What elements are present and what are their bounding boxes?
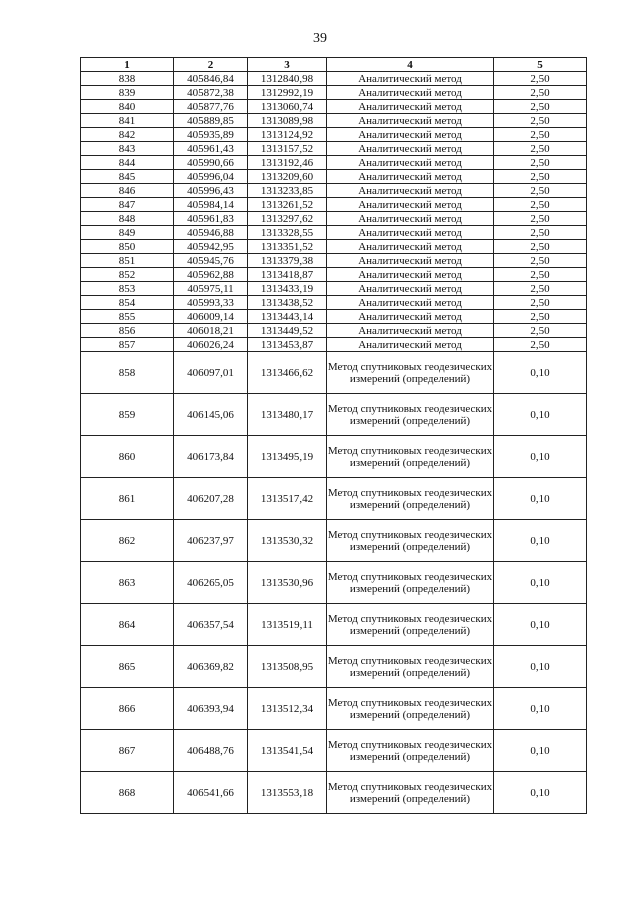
y-coordinate-cell: 1313379,38 bbox=[248, 254, 327, 268]
point-number-cell: 867 bbox=[81, 730, 174, 772]
accuracy-cell: 2,50 bbox=[494, 212, 587, 226]
accuracy-cell: 2,50 bbox=[494, 240, 587, 254]
accuracy-cell: 2,50 bbox=[494, 254, 587, 268]
accuracy-cell: 2,50 bbox=[494, 100, 587, 114]
accuracy-cell: 2,50 bbox=[494, 170, 587, 184]
y-coordinate-cell: 1313192,46 bbox=[248, 156, 327, 170]
method-cell: Аналитический метод bbox=[327, 184, 494, 198]
y-coordinate-cell: 1313480,17 bbox=[248, 394, 327, 436]
x-coordinate-cell: 405993,33 bbox=[174, 296, 248, 310]
table-row bbox=[81, 772, 587, 814]
method-cell: Метод спутниковых геодезических измерений (определений) bbox=[327, 688, 494, 730]
x-coordinate-cell: 405846,84 bbox=[174, 72, 248, 86]
point-number-cell: 860 bbox=[81, 436, 174, 478]
x-coordinate-cell: 405877,76 bbox=[174, 100, 248, 114]
y-coordinate-cell: 1313553,18 bbox=[248, 772, 327, 814]
x-coordinate-cell: 405889,85 bbox=[174, 114, 248, 128]
method-cell: Аналитический метод bbox=[327, 324, 494, 338]
table-body bbox=[81, 72, 587, 814]
y-coordinate-cell: 1313089,98 bbox=[248, 114, 327, 128]
method-cell: Аналитический метод bbox=[327, 338, 494, 352]
y-coordinate-cell: 1313233,85 bbox=[248, 184, 327, 198]
y-coordinate-cell: 1313519,11 bbox=[248, 604, 327, 646]
x-coordinate-cell: 406145,06 bbox=[174, 394, 248, 436]
table-row bbox=[81, 646, 587, 688]
x-coordinate-cell: 406237,97 bbox=[174, 520, 248, 562]
y-coordinate-cell: 1313433,19 bbox=[248, 282, 327, 296]
point-number-cell: 850 bbox=[81, 240, 174, 254]
table-row bbox=[81, 324, 587, 338]
table-row bbox=[81, 562, 587, 604]
method-cell: Метод спутниковых геодезических измерений (определений) bbox=[327, 478, 494, 520]
method-cell: Метод спутниковых геодезических измерений (определений) bbox=[327, 730, 494, 772]
point-number-cell: 841 bbox=[81, 114, 174, 128]
x-coordinate-cell: 406173,84 bbox=[174, 436, 248, 478]
accuracy-cell: 2,50 bbox=[494, 226, 587, 240]
accuracy-cell: 2,50 bbox=[494, 86, 587, 100]
accuracy-cell: 2,50 bbox=[494, 338, 587, 352]
table-row bbox=[81, 478, 587, 520]
method-cell: Метод спутниковых геодезических измерений (определений) bbox=[327, 604, 494, 646]
table-row bbox=[81, 282, 587, 296]
y-coordinate-cell: 1313328,55 bbox=[248, 226, 327, 240]
table-row bbox=[81, 72, 587, 86]
table-row bbox=[81, 212, 587, 226]
x-coordinate-cell: 406369,82 bbox=[174, 646, 248, 688]
x-coordinate-cell: 406018,21 bbox=[174, 324, 248, 338]
table-row bbox=[81, 268, 587, 282]
table-row bbox=[81, 198, 587, 212]
method-cell: Аналитический метод bbox=[327, 240, 494, 254]
x-coordinate-cell: 405935,89 bbox=[174, 128, 248, 142]
point-number-cell: 838 bbox=[81, 72, 174, 86]
x-coordinate-cell: 405962,88 bbox=[174, 268, 248, 282]
x-coordinate-cell: 406097,01 bbox=[174, 352, 248, 394]
accuracy-cell: 0,10 bbox=[494, 562, 587, 604]
accuracy-cell: 0,10 bbox=[494, 352, 587, 394]
accuracy-cell: 2,50 bbox=[494, 324, 587, 338]
point-number-cell: 848 bbox=[81, 212, 174, 226]
column-header-4: 4 bbox=[327, 58, 494, 72]
method-cell: Метод спутниковых геодезических измерений (определений) bbox=[327, 772, 494, 814]
table-row bbox=[81, 310, 587, 324]
point-number-cell: 846 bbox=[81, 184, 174, 198]
point-number-cell: 840 bbox=[81, 100, 174, 114]
table-row bbox=[81, 142, 587, 156]
accuracy-cell: 0,10 bbox=[494, 688, 587, 730]
point-number-cell: 868 bbox=[81, 772, 174, 814]
point-number-cell: 865 bbox=[81, 646, 174, 688]
y-coordinate-cell: 1313157,52 bbox=[248, 142, 327, 156]
point-number-cell: 856 bbox=[81, 324, 174, 338]
point-number-cell: 853 bbox=[81, 282, 174, 296]
table-row bbox=[81, 352, 587, 394]
x-coordinate-cell: 405961,43 bbox=[174, 142, 248, 156]
x-coordinate-cell: 405961,83 bbox=[174, 212, 248, 226]
x-coordinate-cell: 406541,66 bbox=[174, 772, 248, 814]
point-number-cell: 843 bbox=[81, 142, 174, 156]
point-number-cell: 864 bbox=[81, 604, 174, 646]
x-coordinate-cell: 405996,04 bbox=[174, 170, 248, 184]
method-cell: Аналитический метод bbox=[327, 198, 494, 212]
table-row bbox=[81, 296, 587, 310]
method-cell: Аналитический метод bbox=[327, 128, 494, 142]
accuracy-cell: 2,50 bbox=[494, 128, 587, 142]
accuracy-cell: 0,10 bbox=[494, 772, 587, 814]
y-coordinate-cell: 1313297,62 bbox=[248, 212, 327, 226]
accuracy-cell: 0,10 bbox=[494, 520, 587, 562]
point-number-cell: 861 bbox=[81, 478, 174, 520]
accuracy-cell: 2,50 bbox=[494, 72, 587, 86]
point-number-cell: 839 bbox=[81, 86, 174, 100]
accuracy-cell: 2,50 bbox=[494, 296, 587, 310]
point-number-cell: 866 bbox=[81, 688, 174, 730]
method-cell: Метод спутниковых геодезических измерений (определений) bbox=[327, 562, 494, 604]
point-number-cell: 851 bbox=[81, 254, 174, 268]
table-row bbox=[81, 394, 587, 436]
x-coordinate-cell: 406357,54 bbox=[174, 604, 248, 646]
table-row bbox=[81, 184, 587, 198]
x-coordinate-cell: 406026,24 bbox=[174, 338, 248, 352]
point-number-cell: 862 bbox=[81, 520, 174, 562]
method-cell: Аналитический метод bbox=[327, 86, 494, 100]
method-cell: Аналитический метод bbox=[327, 282, 494, 296]
y-coordinate-cell: 1313418,87 bbox=[248, 268, 327, 282]
table-row bbox=[81, 128, 587, 142]
x-coordinate-cell: 405942,95 bbox=[174, 240, 248, 254]
accuracy-cell: 2,50 bbox=[494, 142, 587, 156]
point-number-cell: 844 bbox=[81, 156, 174, 170]
x-coordinate-cell: 405984,14 bbox=[174, 198, 248, 212]
table-row bbox=[81, 156, 587, 170]
y-coordinate-cell: 1313495,19 bbox=[248, 436, 327, 478]
table-row bbox=[81, 520, 587, 562]
method-cell: Метод спутниковых геодезических измерений (определений) bbox=[327, 436, 494, 478]
point-number-cell: 849 bbox=[81, 226, 174, 240]
accuracy-cell: 2,50 bbox=[494, 282, 587, 296]
method-cell: Аналитический метод bbox=[327, 72, 494, 86]
point-number-cell: 845 bbox=[81, 170, 174, 184]
y-coordinate-cell: 1313517,42 bbox=[248, 478, 327, 520]
point-number-cell: 847 bbox=[81, 198, 174, 212]
y-coordinate-cell: 1313443,14 bbox=[248, 310, 327, 324]
y-coordinate-cell: 1313530,96 bbox=[248, 562, 327, 604]
table-row bbox=[81, 226, 587, 240]
y-coordinate-cell: 1313508,95 bbox=[248, 646, 327, 688]
method-cell: Аналитический метод bbox=[327, 310, 494, 324]
table-row bbox=[81, 240, 587, 254]
table-row bbox=[81, 100, 587, 114]
y-coordinate-cell: 1313512,34 bbox=[248, 688, 327, 730]
accuracy-cell: 2,50 bbox=[494, 268, 587, 282]
point-number-cell: 855 bbox=[81, 310, 174, 324]
method-cell: Аналитический метод bbox=[327, 212, 494, 226]
accuracy-cell: 2,50 bbox=[494, 114, 587, 128]
point-number-cell: 854 bbox=[81, 296, 174, 310]
accuracy-cell: 2,50 bbox=[494, 310, 587, 324]
point-number-cell: 842 bbox=[81, 128, 174, 142]
y-coordinate-cell: 1313438,52 bbox=[248, 296, 327, 310]
method-cell: Аналитический метод bbox=[327, 268, 494, 282]
y-coordinate-cell: 1312992,19 bbox=[248, 86, 327, 100]
y-coordinate-cell: 1313209,60 bbox=[248, 170, 327, 184]
accuracy-cell: 0,10 bbox=[494, 730, 587, 772]
table-row bbox=[81, 604, 587, 646]
table-row bbox=[81, 114, 587, 128]
y-coordinate-cell: 1313466,62 bbox=[248, 352, 327, 394]
accuracy-cell: 0,10 bbox=[494, 604, 587, 646]
table-row bbox=[81, 338, 587, 352]
column-header-5: 5 bbox=[494, 58, 587, 72]
accuracy-cell: 0,10 bbox=[494, 646, 587, 688]
table-row bbox=[81, 254, 587, 268]
method-cell: Аналитический метод bbox=[327, 114, 494, 128]
column-header-3: 3 bbox=[248, 58, 327, 72]
accuracy-cell: 0,10 bbox=[494, 394, 587, 436]
method-cell: Метод спутниковых геодезических измерений (определений) bbox=[327, 646, 494, 688]
method-cell: Аналитический метод bbox=[327, 170, 494, 184]
x-coordinate-cell: 406265,05 bbox=[174, 562, 248, 604]
y-coordinate-cell: 1313453,87 bbox=[248, 338, 327, 352]
x-coordinate-cell: 405990,66 bbox=[174, 156, 248, 170]
accuracy-cell: 2,50 bbox=[494, 156, 587, 170]
point-number-cell: 863 bbox=[81, 562, 174, 604]
table-row bbox=[81, 730, 587, 772]
point-number-cell: 858 bbox=[81, 352, 174, 394]
point-number-cell: 852 bbox=[81, 268, 174, 282]
accuracy-cell: 0,10 bbox=[494, 478, 587, 520]
x-coordinate-cell: 406393,94 bbox=[174, 688, 248, 730]
page-number: 39 bbox=[313, 31, 327, 46]
method-cell: Аналитический метод bbox=[327, 100, 494, 114]
x-coordinate-cell: 405946,88 bbox=[174, 226, 248, 240]
point-number-cell: 857 bbox=[81, 338, 174, 352]
column-header-1: 1 bbox=[81, 58, 174, 72]
accuracy-cell: 2,50 bbox=[494, 184, 587, 198]
accuracy-cell: 0,10 bbox=[494, 436, 587, 478]
x-coordinate-cell: 406009,14 bbox=[174, 310, 248, 324]
y-coordinate-cell: 1313124,92 bbox=[248, 128, 327, 142]
y-coordinate-cell: 1313449,52 bbox=[248, 324, 327, 338]
table-row bbox=[81, 688, 587, 730]
y-coordinate-cell: 1313060,74 bbox=[248, 100, 327, 114]
y-coordinate-cell: 1312840,98 bbox=[248, 72, 327, 86]
accuracy-cell: 2,50 bbox=[494, 198, 587, 212]
x-coordinate-cell: 405872,38 bbox=[174, 86, 248, 100]
method-cell: Метод спутниковых геодезических измерений (определений) bbox=[327, 520, 494, 562]
y-coordinate-cell: 1313261,52 bbox=[248, 198, 327, 212]
table-header-row bbox=[81, 58, 587, 72]
y-coordinate-cell: 1313541,54 bbox=[248, 730, 327, 772]
x-coordinate-cell: 405945,76 bbox=[174, 254, 248, 268]
x-coordinate-cell: 405975,11 bbox=[174, 282, 248, 296]
table-row bbox=[81, 170, 587, 184]
y-coordinate-cell: 1313530,32 bbox=[248, 520, 327, 562]
point-number-cell: 859 bbox=[81, 394, 174, 436]
coordinates-table bbox=[80, 57, 587, 814]
method-cell: Метод спутниковых геодезических измерений (определений) bbox=[327, 352, 494, 394]
method-cell: Метод спутниковых геодезических измерений (определений) bbox=[327, 394, 494, 436]
method-cell: Аналитический метод bbox=[327, 226, 494, 240]
x-coordinate-cell: 405996,43 bbox=[174, 184, 248, 198]
method-cell: Аналитический метод bbox=[327, 254, 494, 268]
method-cell: Аналитический метод bbox=[327, 142, 494, 156]
column-header-2: 2 bbox=[174, 58, 248, 72]
x-coordinate-cell: 406488,76 bbox=[174, 730, 248, 772]
method-cell: Аналитический метод bbox=[327, 296, 494, 310]
x-coordinate-cell: 406207,28 bbox=[174, 478, 248, 520]
table-row bbox=[81, 436, 587, 478]
method-cell: Аналитический метод bbox=[327, 156, 494, 170]
y-coordinate-cell: 1313351,52 bbox=[248, 240, 327, 254]
table-row bbox=[81, 86, 587, 100]
